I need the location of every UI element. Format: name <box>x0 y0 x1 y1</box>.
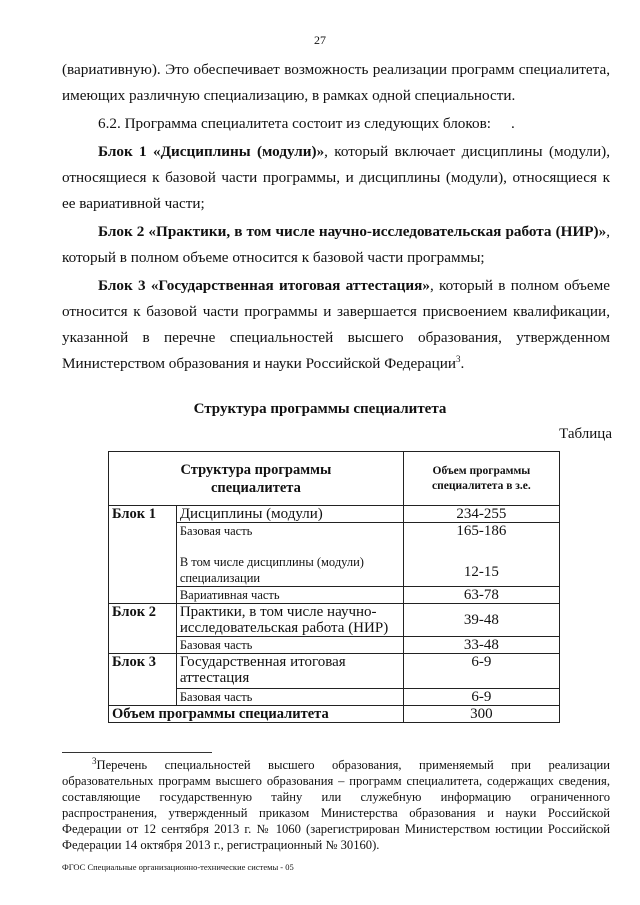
paragraph-blocks-intro <box>62 111 610 137</box>
block1-base-value: 165-186 <box>403 523 559 546</box>
table-header-row <box>109 452 560 506</box>
block2-desc: , который в полном объеме относится к базовой части программы; <box>62 223 610 266</box>
table-row <box>109 506 560 523</box>
header-structure <box>109 452 404 506</box>
block2-base-value: 33-48 <box>403 637 559 654</box>
paragraph-continuation: (вариативную). Это обеспечивает возможность реализации программ специалитета, имеющих различную специализацию, в рамках одной специальности. <box>62 61 610 104</box>
block3-title: Блок 3 «Государственная итоговая аттестация» <box>98 277 430 294</box>
block3-desc-end: Министерством образования и науки Российской Федерации <box>62 355 456 372</box>
header-volume-text: Объем программы специалитета в з.е. <box>432 464 531 492</box>
footnote-ref: 3 <box>455 353 461 364</box>
block3-value: 6-9 <box>403 654 559 689</box>
block3-name: Блок 3 <box>109 654 177 706</box>
footnote-text: Перечень специальностей высшего образования, применяемый при реализации образовательных программ высшего образования – программ специалитета, содержащих сведения, составляющие государственную тайну или служебную информацию ограниченного распространения, утвержденный приказом Министерства образования и науки Российской Федерации от 12 сентября 2013 г. № 1060 (зарегистрирован Министерством юстиции Российской Федерации 14 октября 2013 г., регистрационный № 30160). <box>62 758 610 852</box>
period: . <box>460 355 465 372</box>
block1-spec-cell <box>176 545 403 587</box>
paragraph-block3 <box>62 273 610 351</box>
table-label: Таблица <box>559 426 612 442</box>
block3-base-value: 6-9 <box>403 689 559 706</box>
table-row <box>109 523 560 546</box>
block3-title-text: Государственная итоговая аттестация <box>179 654 346 686</box>
block3-desc: , который в полном объеме относится к базовой части программы и завершается присвоением квалификации, указанной в перечне специальностей высшего образования, утвержденном <box>62 277 610 346</box>
block1-spec-label: В том числе дисциплины (модули) специализации <box>179 555 364 585</box>
header-structure-text: Структура программы специалитета <box>180 461 332 496</box>
page-number: 27 <box>314 33 326 47</box>
table-row <box>109 637 560 654</box>
block2-title-text: Практики, в том числе научно-исследовательская работа (НИР) <box>179 604 389 636</box>
block2-value: 39-48 <box>403 604 559 637</box>
block3-base-label: Базовая часть <box>176 689 403 706</box>
block1-spec-value: 12-15 <box>403 545 559 587</box>
footnote-mark: 3 <box>92 755 97 766</box>
block2-title-cell <box>176 604 403 637</box>
table-row <box>109 654 560 689</box>
table-row <box>109 689 560 706</box>
block1-name: Блок 1 <box>109 506 177 604</box>
table-row <box>109 604 560 637</box>
footnote-paragraph <box>62 757 610 853</box>
block1-base-label: Базовая часть <box>176 523 403 546</box>
block1-var-value: 63-78 <box>403 587 559 604</box>
block1-value: 234-255 <box>403 506 559 523</box>
table-total-row <box>109 706 560 723</box>
spacer <box>180 545 400 554</box>
header-volume <box>403 452 559 506</box>
block1-var-label: Вариативная часть <box>176 587 403 604</box>
page-footer: ФГОС Специальные организационно-технические системы - 05 <box>62 862 294 872</box>
table-row <box>109 545 560 587</box>
total-value: 300 <box>403 706 559 723</box>
program-structure-table <box>108 451 560 723</box>
paragraph-block3-end <box>62 351 610 377</box>
paragraph-block2 <box>62 219 610 271</box>
block2-base-label: Базовая часть <box>176 637 403 654</box>
block1-desc: , который включает дисциплины (модули), относящиеся к базовой части программы, и дисциплины (модули), относящиеся к ее вариативной части; <box>62 143 610 212</box>
table-title: Структура программы специалитета <box>193 401 447 417</box>
block3-title-cell <box>176 654 403 689</box>
paragraph-block1 <box>62 139 610 217</box>
block1-title: Блок 1 «Дисциплины (модули)» <box>98 143 325 160</box>
total-label: Объем программы специалитета <box>109 706 404 723</box>
footnote <box>62 757 610 853</box>
stray-mark: . <box>510 115 515 132</box>
blocks-intro-text: 6.2. Программа специалитета состоит из следующих блоков: <box>98 115 491 132</box>
footnote-divider <box>62 752 212 753</box>
main-text <box>62 57 610 377</box>
block1-title-cell: Дисциплины (модули) <box>176 506 403 523</box>
table-row <box>109 587 560 604</box>
block2-title: Блок 2 «Практики, в том числе научно-исследовательская работа (НИР)» <box>98 223 607 240</box>
block2-name: Блок 2 <box>109 604 177 654</box>
